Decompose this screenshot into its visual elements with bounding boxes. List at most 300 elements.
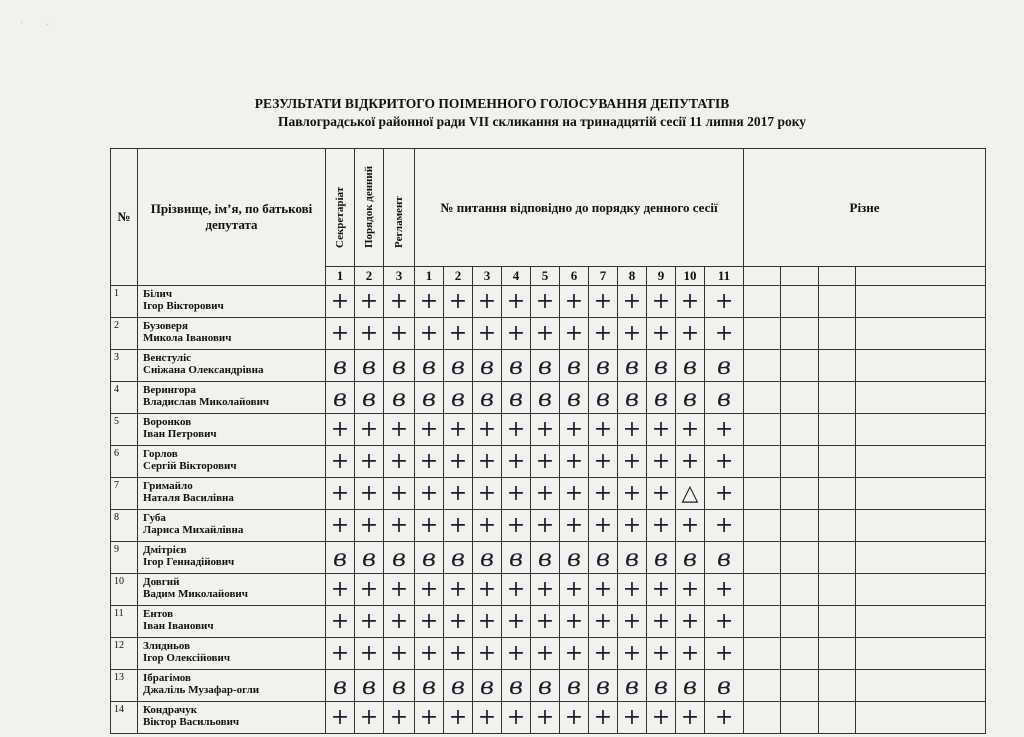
vote-mark: в	[473, 350, 502, 382]
deputy-given-names: Ігор Геннадійович	[143, 556, 235, 568]
header-secretariat: Секретаріат	[326, 149, 355, 267]
vote-mark: в	[355, 382, 384, 414]
vote-mark: в	[326, 382, 355, 414]
vote-mark: в	[647, 350, 676, 382]
vote-mark: +	[444, 510, 473, 542]
misc-cell	[781, 670, 819, 702]
misc-cell	[819, 606, 856, 638]
vote-mark: +	[384, 414, 415, 446]
misc-cell	[856, 542, 986, 574]
vote-mark: в	[676, 670, 705, 702]
vote-mark: +	[618, 638, 647, 670]
deputy-given-names: Сніжана Олександрівна	[143, 364, 264, 376]
misc-cell	[744, 638, 781, 670]
vote-mark: +	[647, 606, 676, 638]
vote-mark: в	[647, 542, 676, 574]
vote-mark: в	[647, 382, 676, 414]
vote-mark: +	[531, 510, 560, 542]
vote-mark: +	[355, 702, 384, 734]
deputy-name	[138, 702, 326, 734]
vote-mark: +	[415, 446, 444, 478]
misc-cell	[856, 286, 986, 318]
deputy-name	[138, 478, 326, 510]
vote-mark: +	[355, 414, 384, 446]
vote-mark: в	[589, 542, 618, 574]
misc-cell	[781, 350, 819, 382]
deputy-number: 6	[111, 446, 138, 478]
vote-mark: +	[502, 574, 531, 606]
deputy-surname: Ібрагімов	[143, 672, 191, 684]
deputy-number: 14	[111, 702, 138, 734]
vote-mark: +	[531, 702, 560, 734]
vote-mark: +	[384, 574, 415, 606]
column-number: 1	[415, 267, 444, 286]
vote-mark: в	[384, 382, 415, 414]
misc-cell	[744, 670, 781, 702]
misc-cell	[744, 350, 781, 382]
vote-mark: +	[705, 446, 744, 478]
vote-mark: в	[326, 350, 355, 382]
column-number: 11	[705, 267, 744, 286]
vote-mark: +	[384, 638, 415, 670]
vote-mark: в	[355, 670, 384, 702]
table-row	[111, 638, 986, 670]
vote-mark: +	[502, 638, 531, 670]
vote-mark: +	[676, 446, 705, 478]
vote-mark: в	[384, 542, 415, 574]
deputy-surname: Дмітрієв	[143, 544, 187, 556]
deputy-number: 11	[111, 606, 138, 638]
vote-mark: +	[676, 702, 705, 734]
vote-mark: в	[560, 350, 589, 382]
misc-cell	[819, 414, 856, 446]
misc-cell	[819, 638, 856, 670]
vote-mark: +	[473, 414, 502, 446]
vote-mark: +	[618, 414, 647, 446]
misc-cell	[819, 478, 856, 510]
vote-mark: +	[560, 638, 589, 670]
vote-mark: +	[618, 702, 647, 734]
header-agenda: Порядок денний	[355, 149, 384, 267]
deputy-name	[138, 638, 326, 670]
misc-cell	[819, 702, 856, 734]
vote-mark: в	[560, 382, 589, 414]
vote-mark: +	[444, 574, 473, 606]
misc-cell	[744, 606, 781, 638]
vote-mark: в	[589, 350, 618, 382]
vote-mark: в	[473, 542, 502, 574]
vote-mark: +	[647, 478, 676, 510]
vote-mark: +	[415, 286, 444, 318]
vote-mark: +	[589, 574, 618, 606]
vote-mark: +	[473, 286, 502, 318]
vote-mark: +	[384, 446, 415, 478]
vote-mark: +	[444, 478, 473, 510]
vote-mark: +	[531, 318, 560, 350]
deputy-name	[138, 318, 326, 350]
vote-mark: +	[705, 702, 744, 734]
vote-mark: +	[444, 638, 473, 670]
vote-mark: +	[502, 414, 531, 446]
misc-cell	[744, 574, 781, 606]
vote-mark: +	[473, 638, 502, 670]
deputy-given-names: Віктор Васильович	[143, 716, 240, 728]
misc-cell	[744, 286, 781, 318]
vote-mark: +	[502, 510, 531, 542]
vote-mark: +	[415, 478, 444, 510]
misc-cell	[819, 574, 856, 606]
vote-mark: +	[355, 638, 384, 670]
vote-mark: в	[384, 350, 415, 382]
misc-cell	[744, 510, 781, 542]
table-row	[111, 382, 986, 414]
vote-mark: в	[531, 670, 560, 702]
column-number: 2	[444, 267, 473, 286]
header-regulation: Регламент	[384, 149, 415, 267]
vote-mark: в	[355, 542, 384, 574]
header-name: Прізвище, ім’я, по батькові депутата	[138, 149, 326, 286]
deputy-surname: Ентов	[143, 608, 174, 620]
misc-cell	[856, 446, 986, 478]
vote-mark: +	[531, 414, 560, 446]
vote-mark: в	[502, 670, 531, 702]
deputy-number: 4	[111, 382, 138, 414]
deputy-number: 3	[111, 350, 138, 382]
vote-mark: в	[589, 382, 618, 414]
header-number: №	[111, 149, 138, 286]
vote-mark: +	[415, 574, 444, 606]
deputy-given-names: Владислав Миколайович	[143, 396, 270, 408]
vote-mark: +	[473, 574, 502, 606]
column-number: 10	[676, 267, 705, 286]
deputy-name	[138, 382, 326, 414]
vote-mark: +	[647, 446, 676, 478]
vote-mark: +	[473, 446, 502, 478]
misc-cell	[744, 702, 781, 734]
deputy-surname: Воронков	[143, 416, 192, 428]
deputy-given-names: Вадим Миколайович	[143, 588, 248, 600]
vote-mark: +	[326, 574, 355, 606]
column-number: 8	[618, 267, 647, 286]
vote-mark: в	[444, 670, 473, 702]
misc-cell	[744, 446, 781, 478]
vote-mark: +	[531, 286, 560, 318]
vote-mark: в	[326, 670, 355, 702]
vote-mark: +	[326, 318, 355, 350]
column-number: 4	[502, 267, 531, 286]
deputy-name	[138, 574, 326, 606]
misc-cell	[781, 318, 819, 350]
vote-mark: в	[618, 382, 647, 414]
deputy-number: 8	[111, 510, 138, 542]
vote-mark: в	[444, 350, 473, 382]
deputy-name	[138, 510, 326, 542]
vote-mark: +	[618, 478, 647, 510]
vote-mark: +	[560, 414, 589, 446]
vote-mark: в	[415, 542, 444, 574]
misc-cell	[819, 446, 856, 478]
vote-mark: +	[444, 318, 473, 350]
deputy-name	[138, 286, 326, 318]
vote-mark: +	[355, 446, 384, 478]
deputy-name	[138, 414, 326, 446]
vote-mark: +	[705, 286, 744, 318]
deputy-given-names: Ігор Вікторович	[143, 300, 224, 312]
misc-cell	[744, 318, 781, 350]
column-number: 1	[326, 267, 355, 286]
vote-mark: +	[676, 318, 705, 350]
vote-mark: +	[676, 638, 705, 670]
vote-mark: +	[415, 638, 444, 670]
vote-mark: +	[355, 606, 384, 638]
vote-mark: +	[647, 574, 676, 606]
misc-cell	[781, 286, 819, 318]
deputy-given-names: Іван Петрович	[143, 428, 217, 440]
misc-cell	[781, 702, 819, 734]
voting-results-table	[110, 148, 986, 734]
deputy-name	[138, 670, 326, 702]
misc-cell	[819, 286, 856, 318]
vote-mark: +	[560, 478, 589, 510]
vote-mark: +	[705, 478, 744, 510]
deputy-number: 5	[111, 414, 138, 446]
deputy-given-names: Лариса Михайлівна	[143, 524, 244, 536]
misc-cell	[856, 638, 986, 670]
vote-mark: +	[326, 638, 355, 670]
vote-mark: в	[326, 542, 355, 574]
vote-mark: +	[676, 606, 705, 638]
column-number: 7	[589, 267, 618, 286]
vote-mark: +	[560, 286, 589, 318]
deputy-number: 10	[111, 574, 138, 606]
misc-cell	[856, 574, 986, 606]
vote-mark: в	[705, 382, 744, 414]
misc-cell	[856, 670, 986, 702]
column-number: 9	[647, 267, 676, 286]
vote-mark: +	[705, 606, 744, 638]
deputy-name	[138, 446, 326, 478]
vote-mark: +	[415, 318, 444, 350]
vote-mark: +	[618, 286, 647, 318]
paper-speck: ·	[20, 18, 24, 29]
vote-mark: +	[705, 638, 744, 670]
paper-speck: ·	[46, 20, 50, 31]
deputy-given-names: Джаліль Музафар-огли	[143, 684, 260, 696]
header-questions: № питання відповідно до порядку денного сесії	[415, 149, 744, 267]
vote-mark: +	[355, 318, 384, 350]
vote-mark: +	[531, 574, 560, 606]
misc-cell	[781, 382, 819, 414]
misc-cell	[781, 414, 819, 446]
vote-mark: +	[326, 414, 355, 446]
vote-mark: +	[415, 702, 444, 734]
column-number: 6	[560, 267, 589, 286]
table-row	[111, 510, 986, 542]
misc-cell	[856, 414, 986, 446]
misc-cell	[856, 606, 986, 638]
vote-mark: +	[531, 478, 560, 510]
misc-cell	[744, 382, 781, 414]
vote-mark: +	[502, 446, 531, 478]
vote-mark: +	[589, 510, 618, 542]
vote-mark: +	[326, 510, 355, 542]
vote-mark: +	[676, 286, 705, 318]
misc-cell	[856, 510, 986, 542]
vote-mark: в	[473, 382, 502, 414]
table-row	[111, 446, 986, 478]
vote-mark: +	[560, 446, 589, 478]
vote-mark: +	[647, 638, 676, 670]
vote-mark: +	[384, 478, 415, 510]
misc-cell	[819, 510, 856, 542]
misc-cell	[744, 478, 781, 510]
deputy-surname: Горлов	[143, 448, 178, 460]
vote-mark: +	[560, 702, 589, 734]
deputy-name	[138, 542, 326, 574]
vote-mark: в	[531, 350, 560, 382]
vote-mark: +	[444, 446, 473, 478]
vote-mark: +	[618, 318, 647, 350]
vote-mark: +	[415, 414, 444, 446]
vote-mark: +	[444, 606, 473, 638]
vote-mark: +	[384, 606, 415, 638]
misc-cell	[856, 702, 986, 734]
deputy-given-names: Іван Іванович	[143, 620, 214, 632]
column-number: 3	[473, 267, 502, 286]
vote-mark: в	[531, 542, 560, 574]
vote-mark: в	[705, 350, 744, 382]
vote-mark: +	[589, 318, 618, 350]
misc-cell	[819, 542, 856, 574]
vote-mark: +	[647, 510, 676, 542]
vote-mark: в	[415, 382, 444, 414]
misc-cell	[744, 542, 781, 574]
misc-cell	[781, 606, 819, 638]
vote-mark: +	[473, 318, 502, 350]
misc-cell	[819, 350, 856, 382]
vote-mark: +	[676, 574, 705, 606]
deputy-number: 7	[111, 478, 138, 510]
table-row	[111, 286, 986, 318]
vote-mark: в	[531, 382, 560, 414]
deputy-given-names: Наталя Василівна	[143, 492, 234, 504]
column-number: 2	[355, 267, 384, 286]
vote-mark: △	[676, 478, 705, 510]
vote-mark: +	[384, 318, 415, 350]
deputy-number: 2	[111, 318, 138, 350]
vote-mark: +	[618, 606, 647, 638]
vote-mark: в	[676, 350, 705, 382]
vote-mark: в	[676, 542, 705, 574]
table-row	[111, 318, 986, 350]
vote-mark: в	[502, 542, 531, 574]
vote-mark: +	[473, 702, 502, 734]
misc-cell	[856, 478, 986, 510]
vote-mark: +	[502, 318, 531, 350]
column-number: 3	[384, 267, 415, 286]
vote-mark: в	[415, 350, 444, 382]
vote-mark: в	[618, 350, 647, 382]
vote-mark: +	[589, 414, 618, 446]
vote-mark: +	[473, 478, 502, 510]
vote-mark: в	[589, 670, 618, 702]
deputy-surname: Гримайло	[143, 480, 193, 492]
vote-mark: +	[589, 702, 618, 734]
vote-mark: +	[415, 606, 444, 638]
deputy-surname: Венстуліс	[143, 352, 192, 364]
misc-cell	[856, 318, 986, 350]
misc-cell	[781, 510, 819, 542]
vote-mark: +	[560, 606, 589, 638]
misc-cell	[781, 638, 819, 670]
column-number: 5	[531, 267, 560, 286]
vote-mark: +	[705, 510, 744, 542]
vote-mark: +	[531, 446, 560, 478]
vote-mark: +	[705, 574, 744, 606]
vote-mark: +	[589, 606, 618, 638]
vote-mark: +	[705, 414, 744, 446]
deputy-surname: Губа	[143, 512, 166, 524]
vote-mark: +	[444, 414, 473, 446]
vote-mark: +	[502, 702, 531, 734]
vote-mark: в	[676, 382, 705, 414]
vote-mark: +	[355, 286, 384, 318]
table-row	[111, 702, 986, 734]
deputy-given-names: Микола Іванович	[143, 332, 232, 344]
vote-mark: +	[326, 702, 355, 734]
vote-mark: в	[384, 670, 415, 702]
deputy-name	[138, 606, 326, 638]
misc-cell	[781, 574, 819, 606]
vote-mark: +	[560, 574, 589, 606]
table-row	[111, 606, 986, 638]
vote-mark: в	[618, 670, 647, 702]
vote-mark: +	[589, 638, 618, 670]
misc-cell	[781, 446, 819, 478]
misc-cell	[856, 382, 986, 414]
table-row	[111, 478, 986, 510]
deputy-number: 1	[111, 286, 138, 318]
vote-mark: в	[444, 382, 473, 414]
vote-mark: +	[326, 446, 355, 478]
vote-mark: +	[355, 478, 384, 510]
deputy-surname: Білич	[143, 288, 173, 300]
vote-mark: +	[676, 510, 705, 542]
vote-mark: +	[618, 446, 647, 478]
document-title: РЕЗУЛЬТАТИ ВІДКРИТОГО ПОІМЕННОГО ГОЛОСУВАННЯ ДЕПУТАТІВ	[254, 96, 730, 111]
vote-mark: +	[560, 510, 589, 542]
vote-mark: +	[384, 702, 415, 734]
vote-mark: в	[473, 670, 502, 702]
misc-cell	[744, 414, 781, 446]
vote-mark: +	[589, 446, 618, 478]
vote-mark: +	[589, 478, 618, 510]
deputy-surname: Верингора	[143, 384, 196, 396]
header-misc: Різне	[744, 149, 986, 267]
deputy-number: 9	[111, 542, 138, 574]
vote-mark: в	[618, 542, 647, 574]
vote-mark: +	[502, 478, 531, 510]
table-row	[111, 670, 986, 702]
misc-cell	[819, 382, 856, 414]
table-row	[111, 414, 986, 446]
vote-mark: +	[384, 286, 415, 318]
misc-cell	[781, 478, 819, 510]
vote-mark: в	[415, 670, 444, 702]
vote-mark: +	[326, 286, 355, 318]
vote-mark: +	[647, 286, 676, 318]
deputy-name	[138, 350, 326, 382]
